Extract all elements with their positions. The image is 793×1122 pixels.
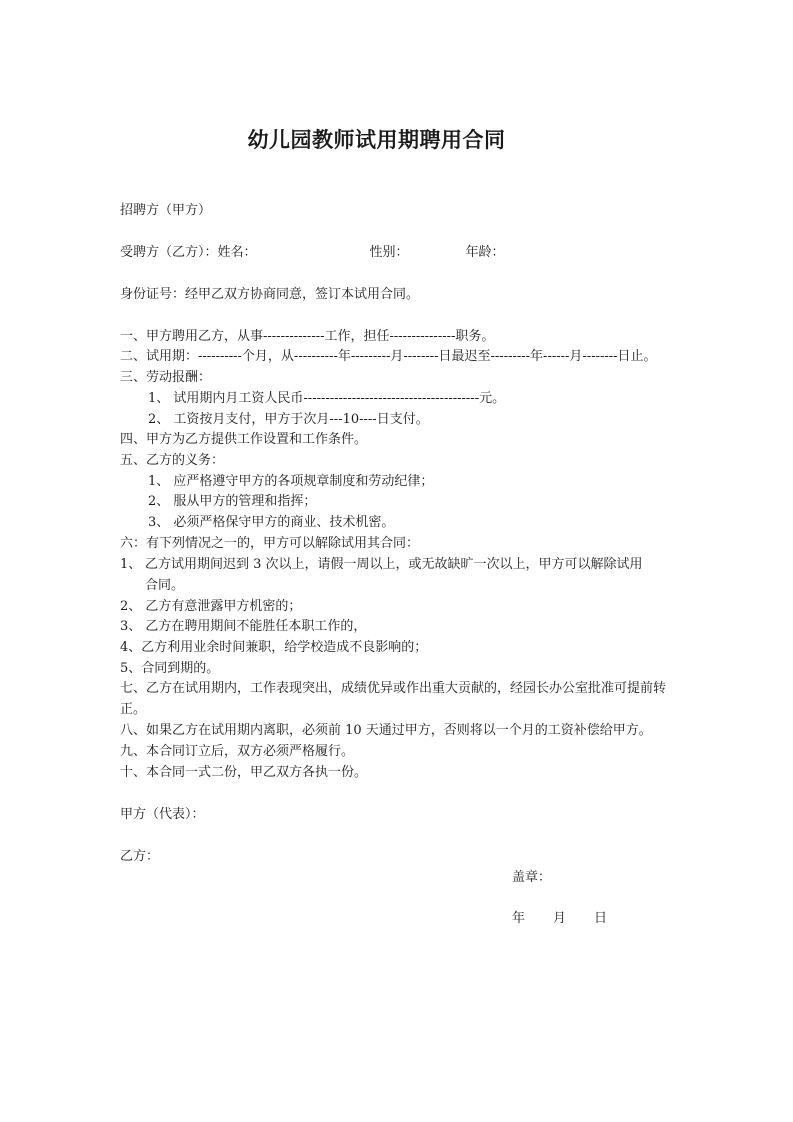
signature-month: 月 [553, 911, 567, 926]
clause-6-item-2: 2、 乙方有意泄露甲方机密的； [120, 599, 302, 614]
clause-6-item-4: 4、乙方利用业余时间兼职，给学校造成不良影响的； [120, 640, 428, 655]
clause-7: 七、乙方在试用期内，工作表现突出，成绩优异或作出重大贡献的，经园长办公室批准可提前转正。 [120, 681, 667, 717]
signature-date [512, 909, 607, 929]
clause-3-item-2: 2、 工资按月支付，甲方于次月---10----日支付。 [148, 412, 429, 427]
clause-5-item-3: 3、 必须严格保守甲方的商业、技术机密。 [148, 515, 395, 530]
party-b-line [120, 243, 505, 263]
clause-2: 二、试用期：----------个月，从----------年---------月--------日最迟至---------年------月--------日止。 [120, 349, 657, 364]
clause-5-item-2: 2、 服从甲方的管理和指挥； [148, 494, 317, 509]
clause-1: 一、甲方聘用乙方，从事--------------工作，担任---------------职务。 [120, 329, 495, 344]
party-b-age-label: 年龄： [465, 245, 505, 260]
clause-10: 十、本合同一式二份，甲乙双方各执一份。 [120, 765, 368, 780]
party-b-name-label: 受聘方（乙方）：姓名： [120, 245, 257, 260]
clause-5: 五、乙方的义务： [120, 453, 225, 468]
party-a-line: 招聘方（甲方） [120, 203, 212, 218]
signature-year: 年 [512, 911, 526, 926]
clause-6-item-1-continuation: 合同。 [145, 577, 185, 593]
signature-day: 日 [594, 911, 608, 926]
party-b-gender-label: 性别： [369, 245, 409, 260]
clause-6-item-3: 3、 乙方在聘用期间不能胜任本职工作的， [120, 619, 367, 634]
id-line: 身份证号：经甲乙双方协商同意，签订本试用合同。 [120, 287, 420, 302]
signature-party-a: 甲方（代表）： [120, 807, 205, 822]
clause-8: 八、如果乙方在试用期内离职，必须前 10 天通过甲方，否则将以一个月的工资补偿给甲方。 [120, 723, 652, 738]
signature-seal: 盖章： [512, 870, 552, 885]
clause-6-item-1-text: 乙方试用期间迟到 3 次以上，请假一周以上，或无故缺旷一次以上，甲方可以解除试用 [145, 557, 643, 572]
document-title: 幼儿园教师试用期聘用合同 [247, 128, 506, 152]
clause-5-item-1: 1、 应严格遵守甲方的各项规章制度和劳动纪律； [148, 474, 434, 489]
clause-4: 四、甲方为乙方提供工作设置和工作条件。 [120, 432, 368, 447]
signature-party-b: 乙方： [120, 849, 160, 864]
clause-6: 六：有下列情况之一的，甲方可以解除试用其合同： [120, 536, 420, 551]
clause-9: 九、本合同订立后，双方必须严格履行。 [120, 744, 355, 759]
clause-6-item-5: 5、合同到期的。 [120, 661, 220, 676]
clause-6-item-1 [120, 555, 682, 596]
clause-3: 三、劳动报酬： [120, 370, 212, 385]
clause-6-item-1-number: 1、 [120, 557, 142, 572]
clause-3-item-1: 1、 试用期内月工资人民币----------------------------------------元。 [148, 391, 506, 406]
